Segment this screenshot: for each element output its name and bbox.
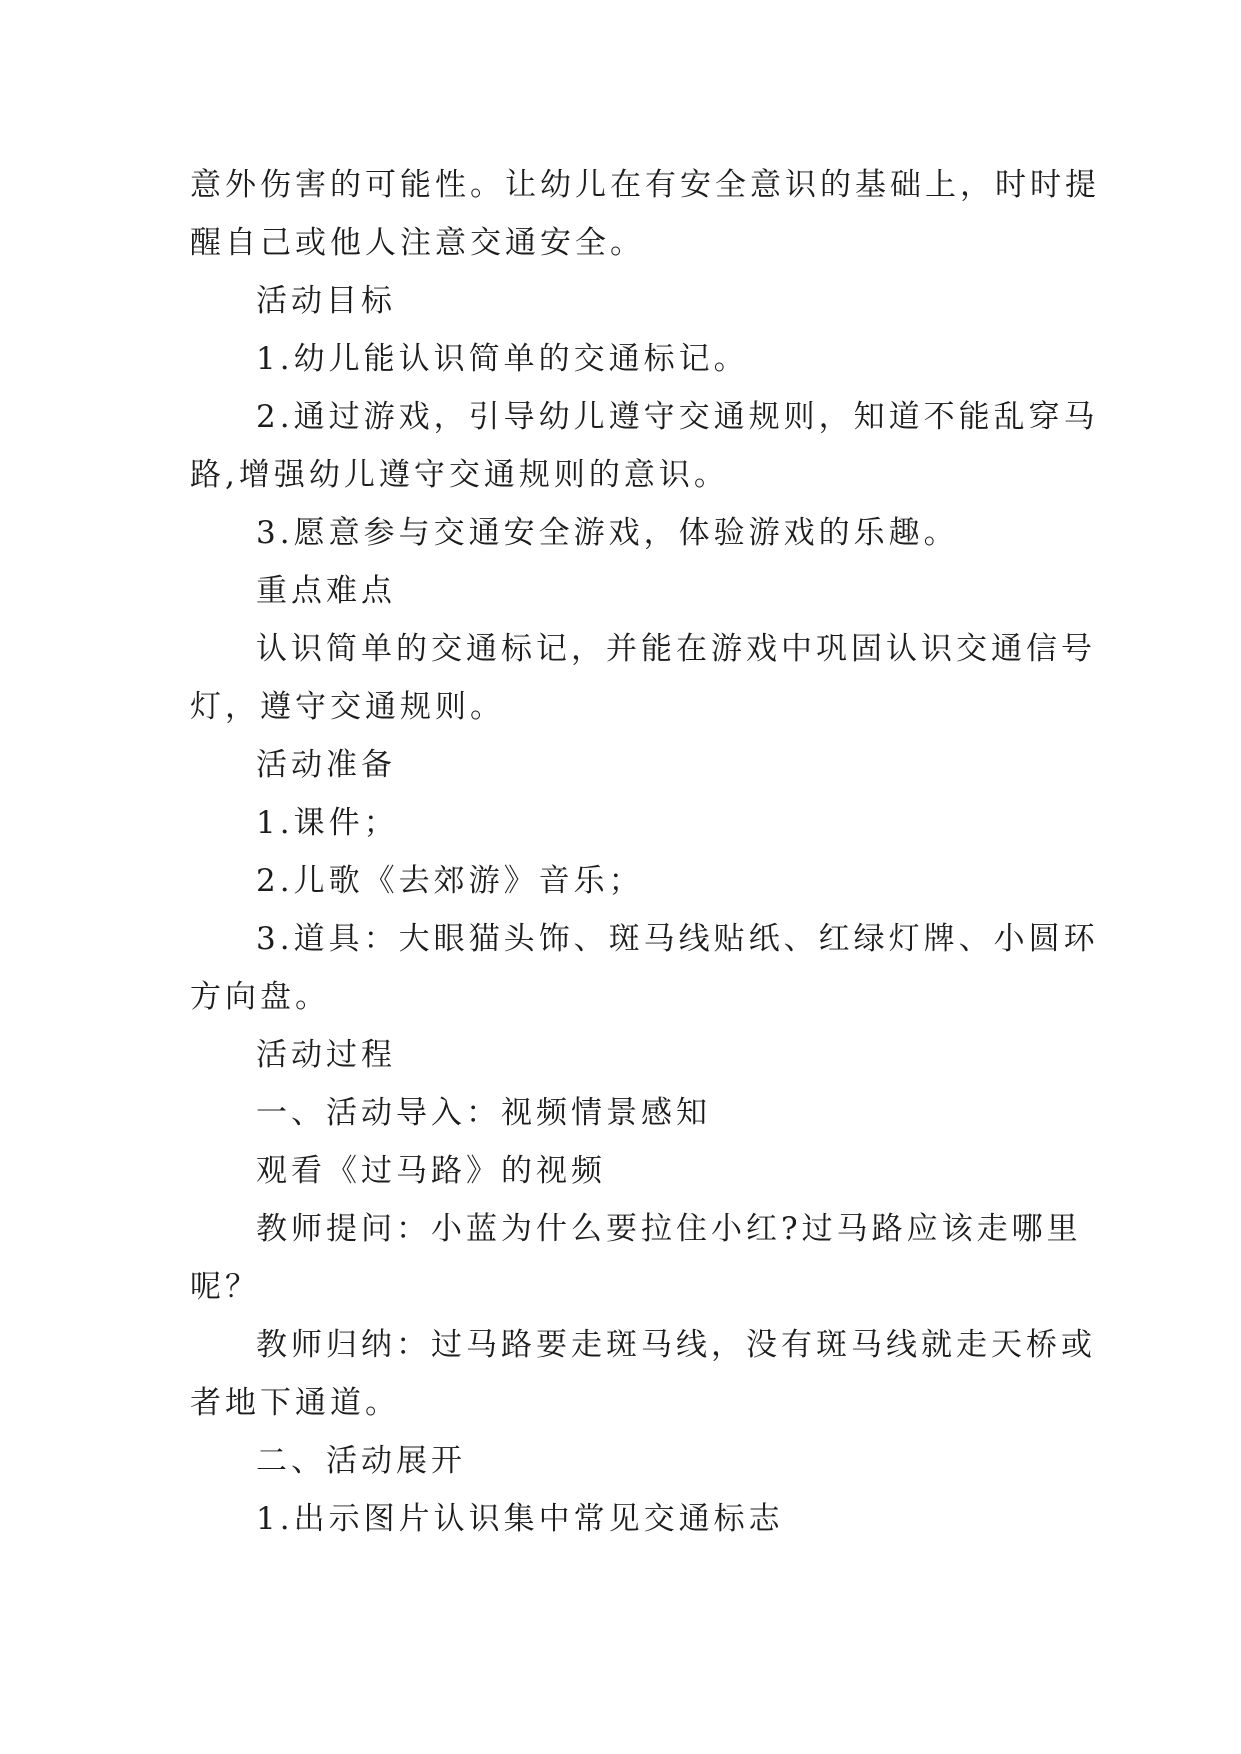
text-line: 教师归纳：过马路要走斑马线，没有斑马线就走天桥或	[256, 1327, 1096, 1363]
list-item: 1.出示图片认识集中常见交通标志	[256, 1501, 784, 1537]
text-line: 者地下通道。	[190, 1385, 400, 1421]
text-line: 灯，遵守交通规则。	[190, 689, 505, 725]
text-line: 路,增强幼儿遵守交通规则的意识。	[190, 457, 729, 493]
subsection-heading: 一、活动导入：视频情景感知	[256, 1095, 711, 1131]
list-item: 3.愿意参与交通安全游戏，体验游戏的乐趣。	[256, 515, 959, 551]
text-line: 教师提问：小蓝为什么要拉住小红?过马路应该走哪里	[256, 1211, 1082, 1247]
list-item: 1.课件；	[256, 805, 399, 841]
list-item: 2.通过游戏，引导幼儿遵守交通规则，知道不能乱穿马	[256, 399, 1099, 435]
text-line: 呢？	[190, 1269, 260, 1305]
list-item: 1.幼儿能认识简单的交通标记。	[256, 341, 749, 377]
section-heading: 活动目标	[256, 283, 396, 319]
text-line: 认识简单的交通标记，并能在游戏中巩固认识交通信号	[256, 631, 1096, 667]
section-heading: 活动准备	[256, 747, 396, 783]
text-line: 意外伤害的可能性。让幼儿在有安全意识的基础上，时时提	[190, 167, 1100, 203]
list-item: 2.儿歌《去郊游》音乐；	[256, 863, 644, 899]
subsection-heading: 二、活动展开	[256, 1443, 466, 1479]
text-line: 方向盘。	[190, 979, 330, 1015]
section-heading: 活动过程	[256, 1037, 396, 1073]
text-line: 醒自己或他人注意交通安全。	[190, 225, 645, 261]
list-item: 3.道具：大眼猫头饰、斑马线贴纸、红绿灯牌、小圆环	[256, 921, 1099, 957]
text-line: 观看《过马路》的视频	[256, 1153, 606, 1189]
section-heading: 重点难点	[256, 573, 396, 609]
